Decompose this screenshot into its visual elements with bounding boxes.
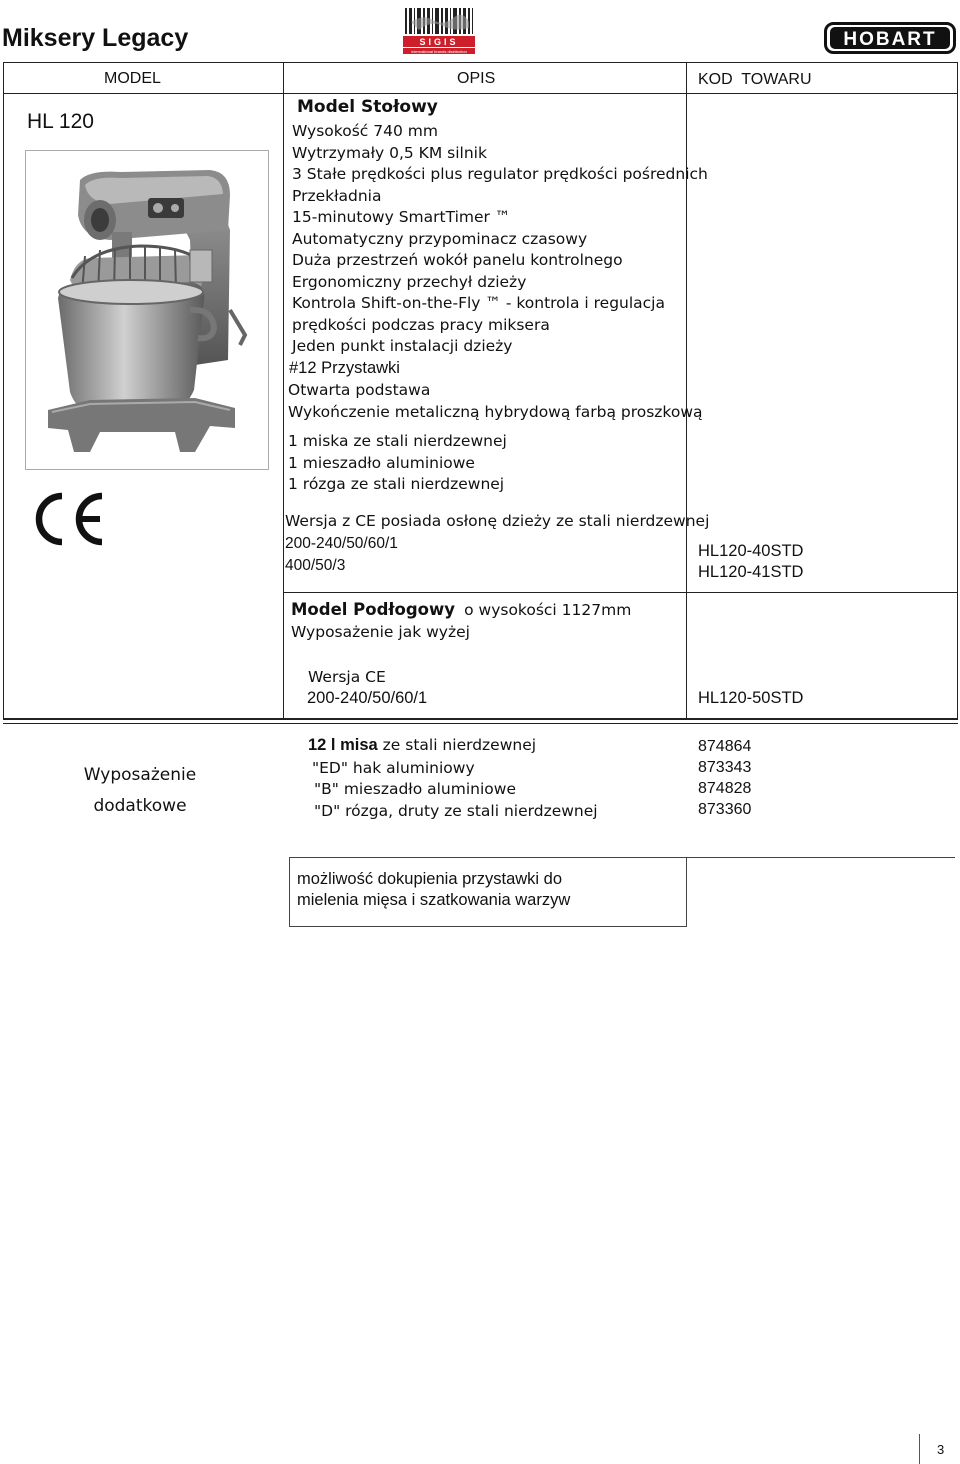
page-number: 3 bbox=[937, 1442, 945, 1457]
included-item: 1 rózga ze stali nierdzewnej bbox=[288, 475, 505, 493]
accessory-code: 873343 bbox=[698, 759, 752, 776]
accessory-code: 873360 bbox=[698, 801, 752, 818]
floor-ce-label: Wersja CE bbox=[308, 668, 386, 686]
feature-item: Wykończenie metaliczną hybrydową farbą proszkową bbox=[288, 402, 703, 421]
note-left-border bbox=[289, 857, 290, 927]
feature-item: Otwarta podstawa bbox=[288, 381, 431, 399]
feature-item: 15-minutowy SmartTimer ™ bbox=[292, 208, 511, 226]
accessory-item: "D" rózga, druty ze stali nierdzewnej bbox=[314, 801, 598, 820]
grinder-note-line2: mielenia mięsa i szatkowania warzyw bbox=[297, 891, 571, 909]
accessory-item-bold: 12 l misa bbox=[308, 736, 378, 754]
accessories-codes bbox=[698, 736, 751, 820]
grinder-note bbox=[297, 869, 570, 911]
voltage-option: 400/50/3 bbox=[285, 556, 346, 574]
feature-item: Wytrzymały 0,5 KM silnik bbox=[292, 143, 487, 162]
accessory-item-text: ze stali nierdzewnej bbox=[377, 736, 537, 754]
standard-feature-list-2 bbox=[288, 380, 703, 423]
accessories-label-line2: dodatkowe bbox=[93, 796, 187, 816]
voltage-option: 200-240/50/60/1 bbox=[285, 535, 398, 552]
feature-item: Przekładnia bbox=[292, 186, 382, 205]
feature-item: Ergonomiczny przechył dzieży bbox=[292, 272, 527, 291]
feature-item: Automatyczny przypominacz czasowy bbox=[292, 229, 588, 248]
przystawki-label: #12 Przystawki bbox=[289, 359, 400, 377]
accessory-item bbox=[308, 735, 598, 757]
sigis-logo-text: SIGIS bbox=[419, 37, 459, 47]
table-top-border bbox=[3, 62, 958, 63]
table-bottom-border bbox=[3, 718, 958, 720]
included-item: 1 mieszadło aluminiowe bbox=[288, 453, 475, 472]
accessory-code: 874828 bbox=[698, 780, 752, 797]
accessory-item: "ED" hak aluminiowy bbox=[312, 758, 475, 777]
model-name: HL 120 bbox=[27, 110, 94, 133]
floor-model-title-line bbox=[291, 600, 631, 619]
accessories-list bbox=[308, 735, 598, 822]
header-kod: KOD TOWARU bbox=[698, 71, 812, 88]
floor-model-title: Model Podłogowy bbox=[291, 600, 456, 619]
table-left-border bbox=[3, 62, 4, 719]
ce-version-note: Wersja z CE posiada osłonę dzieży ze stali nierdzewnej bbox=[285, 512, 710, 530]
page-title: Miksery Legacy bbox=[2, 24, 189, 52]
feature-item: 3 Stałe prędkości plus regulator prędkości pośrednich bbox=[292, 165, 708, 183]
hobart-logo-text: HOBART bbox=[843, 29, 937, 50]
accessories-label-line1: Wyposażenie bbox=[83, 765, 197, 785]
product-code: HL120-40STD bbox=[698, 542, 804, 560]
feature-item: prędkości podczas pracy miksera bbox=[292, 315, 550, 334]
header-model: MODEL bbox=[104, 70, 161, 87]
sigis-logo bbox=[403, 6, 475, 56]
hobart-logo bbox=[824, 22, 956, 54]
included-items-list bbox=[288, 431, 507, 496]
mixer-image bbox=[30, 160, 265, 460]
product-code: HL120-41STD bbox=[698, 563, 804, 581]
header-bottom-border bbox=[3, 93, 958, 94]
table-bottom-border-2 bbox=[3, 723, 958, 724]
accessories-label bbox=[60, 760, 220, 822]
table-right-border bbox=[957, 62, 958, 719]
sigis-tagline: international brands distribution bbox=[411, 49, 467, 54]
floor-code: HL120-50STD bbox=[698, 689, 804, 707]
ce-mark-icon bbox=[28, 490, 108, 548]
standard-codes bbox=[698, 541, 803, 583]
accessory-code: 874864 bbox=[698, 738, 752, 755]
voltage-list bbox=[285, 533, 398, 576]
feature-item: Duża przestrzeń wokół panelu kontrolnego bbox=[292, 251, 623, 269]
included-item: 1 miska ze stali nierdzewnej bbox=[288, 432, 507, 450]
header-opis: OPIS bbox=[457, 70, 496, 87]
grinder-note-line1: możliwość dokupienia przystawki do bbox=[297, 870, 563, 888]
row-divider-standard bbox=[283, 592, 958, 593]
accessory-item: "B" mieszadło aluminiowe bbox=[314, 780, 516, 798]
floor-voltage: 200-240/50/60/1 bbox=[307, 689, 428, 707]
feature-item: Wysokość 740 mm bbox=[292, 122, 438, 140]
standard-model-title: Model Stołowy bbox=[297, 97, 438, 117]
floor-model-height: o wysokości 1127mm bbox=[464, 601, 632, 619]
feature-item: Jeden punkt instalacji dzieży bbox=[292, 337, 513, 355]
note-top-border bbox=[289, 857, 955, 858]
note-col-divider bbox=[686, 857, 687, 927]
page-right-rule bbox=[919, 1434, 920, 1464]
standard-feature-list bbox=[292, 121, 708, 358]
col-divider-1 bbox=[283, 62, 284, 719]
note-bottom-border bbox=[289, 926, 687, 927]
floor-equipment-note: Wyposażenie jak wyżej bbox=[291, 623, 470, 641]
feature-item: Kontrola Shift-on-the-Fly ™ - kontrola i regulacja bbox=[292, 294, 665, 312]
